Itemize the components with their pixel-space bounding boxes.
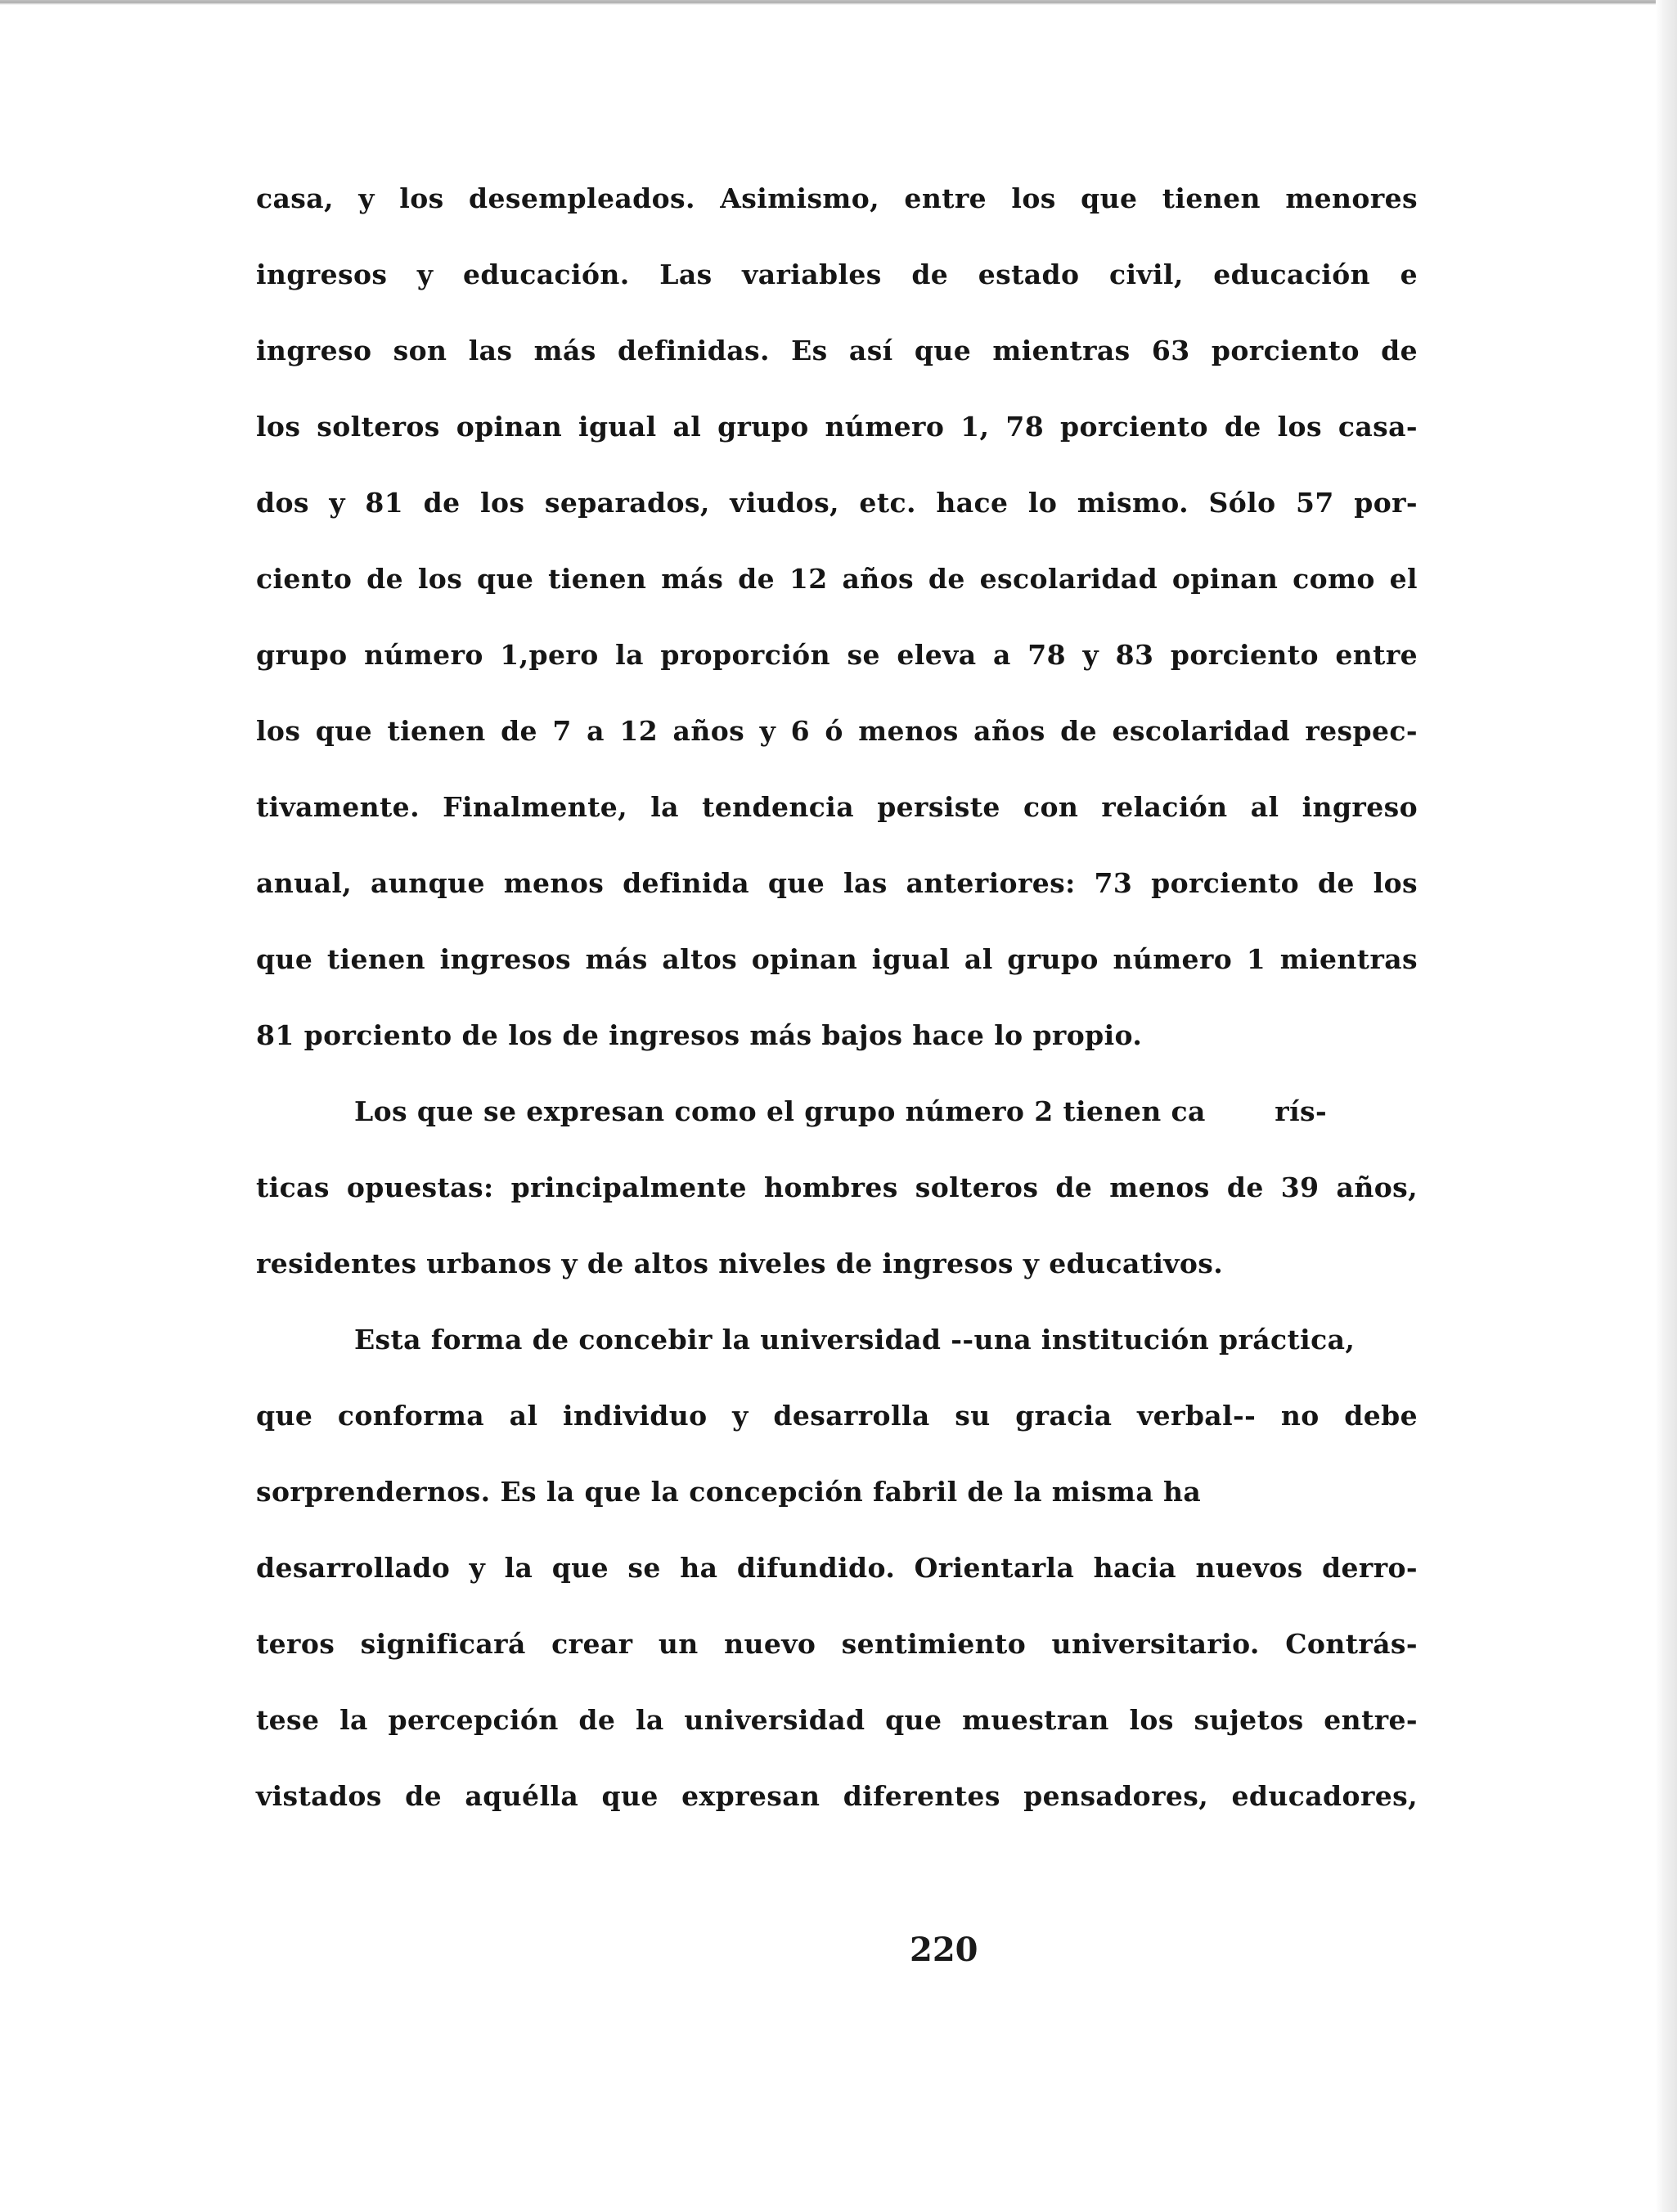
text-line: residentes urbanos y de altos niveles de ingresos y educativos.: [256, 1248, 1224, 1279]
text-line: vistados de aquélla que expresan diferentes pensadores, educadores,: [256, 1780, 1418, 1812]
body-text: [256, 177, 1418, 1850]
text-line: dos y 81 de los separados, viudos, etc. hace lo mismo. Sólo 57 por-: [256, 487, 1418, 519]
text-line: grupo número 1,pero la proporción se eleva a 78 y 83 porciento entre: [256, 639, 1418, 671]
text-line: sorprendernos. Es la que la concepción fabril de la misma ha: [256, 1476, 1202, 1508]
text-line: que tienen ingresos más altos opinan igual al grupo número 1 mientras: [256, 943, 1418, 975]
text-line: casa, y los desempleados. Asimismo, entre los que tienen menores: [256, 182, 1418, 214]
text-line: ciento de los que tienen más de 12 años de escolaridad opinan como el: [256, 563, 1418, 595]
text-line: tese la percepción de la universidad que muestran los sujetos entre-: [256, 1704, 1418, 1736]
text-line: anual, aunque menos definida que las anteriores: 73 porciento de los: [256, 867, 1418, 899]
text-line: desarrollado y la que se ha difundido. Orientarla hacia nuevos derro-: [256, 1552, 1418, 1584]
text-line: ingreso son las más definidas. Es así que mientras 63 porciento de: [256, 335, 1418, 366]
text-line: los que tienen de 7 a 12 años y 6 ó menos años de escolaridad respec-: [256, 715, 1418, 747]
page-number: 220: [910, 1931, 978, 1969]
text-line: 81 porciento de los de ingresos más bajos hace lo propio.: [256, 1019, 1143, 1051]
text-line: teros significará crear un nuevo sentimiento universitario. Contrás-: [256, 1628, 1418, 1660]
text-line: que conforma al individuo y desarrolla su gracia verbal-- no debe: [256, 1400, 1418, 1432]
text-line: Esta forma de concebir la universidad --una institución práctica,: [354, 1324, 1356, 1356]
scan-edge-right: [1656, 0, 1677, 2212]
text-line: tivamente. Finalmente, la tendencia persiste con relación al ingreso: [256, 791, 1418, 823]
text-line: Los que se expresan como el grupo número 2 tienen ca rís-: [354, 1095, 1328, 1127]
text-line: ticas opuestas: principalmente hombres solteros de menos de 39 años,: [256, 1171, 1418, 1203]
text-line: ingresos y educación. Las variables de estado civil, educación e: [256, 259, 1418, 290]
text-line: los solteros opinan igual al grupo número 1, 78 porciento de los casa-: [256, 411, 1418, 443]
scan-edge-top: [0, 2, 1666, 5]
